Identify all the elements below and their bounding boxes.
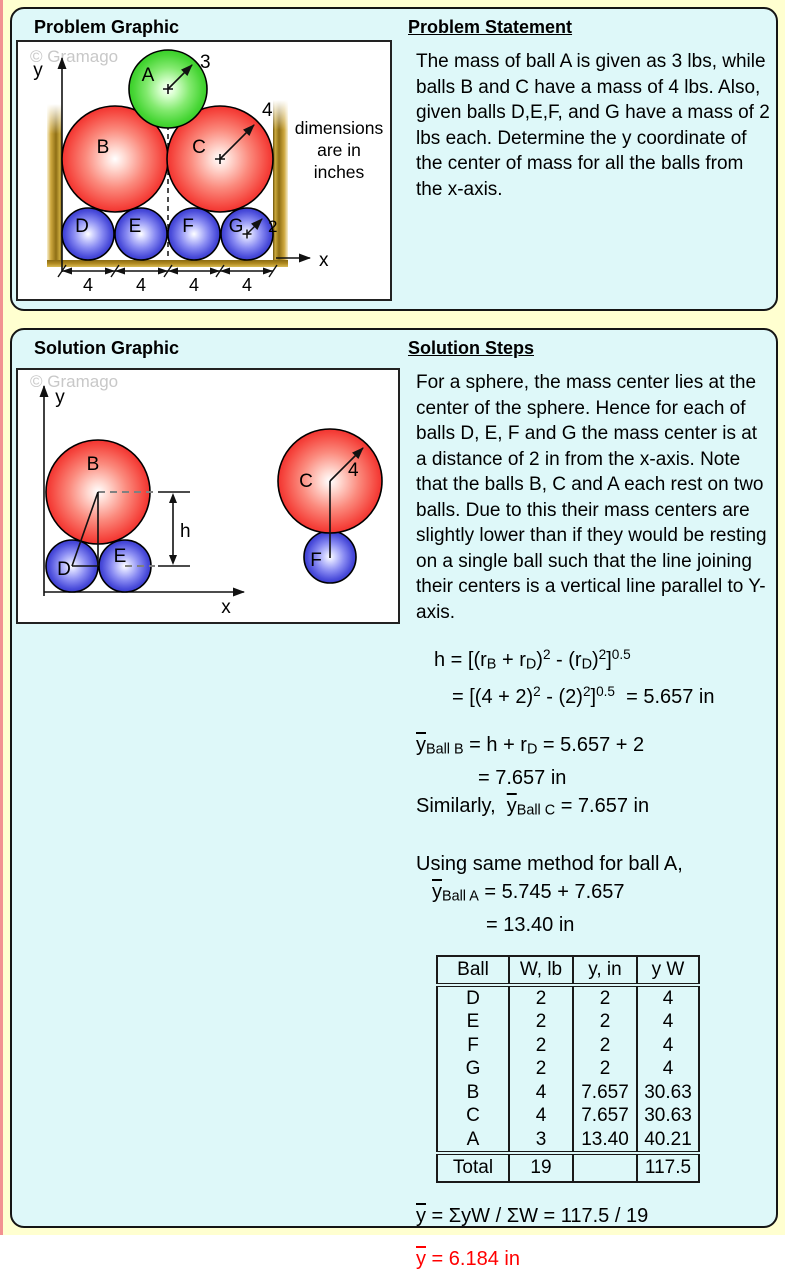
units-note-line1: dimensions <box>294 118 384 138</box>
table-header-cell: y W <box>637 956 699 985</box>
dim-label-4: 4 <box>241 275 253 295</box>
radius-label-c: 4 <box>262 100 273 121</box>
eq-ybar-ball-b <box>416 731 770 824</box>
solution-panel <box>10 328 778 1271</box>
table-cell: 30.63 <box>637 1104 699 1128</box>
table-cell: 2 <box>509 985 573 1011</box>
h-label: h <box>180 521 191 542</box>
dim-label-2: 4 <box>135 275 147 295</box>
table-total-cell <box>573 1153 637 1182</box>
solution-graphic <box>16 368 400 624</box>
floor <box>47 260 288 267</box>
problem-statement-title: Problem Statement <box>408 17 573 37</box>
table-cell: 4 <box>637 1010 699 1034</box>
table-cell: 2 <box>573 1034 637 1058</box>
watermark: © Gramago <box>30 372 119 391</box>
table-total-cell: 19 <box>509 1153 573 1182</box>
table-cell: 40.21 <box>637 1128 699 1154</box>
ball-e-label: E <box>113 546 127 567</box>
eq-ybar-ball-a <box>416 850 770 939</box>
table-row <box>437 1104 699 1128</box>
eq-ybar-ball-b-line: = 7.657 in <box>478 766 567 789</box>
problem-panel <box>10 7 778 311</box>
right-wall-fade <box>273 100 288 130</box>
table-cell: 30.63 <box>637 1081 699 1105</box>
dim-label-1: 4 <box>82 275 94 295</box>
table-cell: C <box>437 1104 509 1128</box>
final-equation: $\overline{y} = \Sigma yW / \Sigma W = 117.5 / 19$ <box>416 1205 649 1228</box>
ball-d-label: D <box>57 559 71 580</box>
solution-steps-text: For a sphere, the mass center lies at the center of the sphere. Hence for each of balls D, E, F and G the mass center is at a distance of 2 in from the x-axis. Note that the balls B, C and A each rest on two balls. Due to this their mass centers are slightly lower than if they would be resting on a single ball such that the line joining their centers is a vertical line parallel to Y-axis. <box>416 372 767 623</box>
table-row <box>437 1010 699 1034</box>
ball-f-label: F <box>310 550 322 571</box>
eq-height-line: $h = [(rB + rD)^2 - (rD)^2]^{0.5}$ <box>434 647 631 673</box>
table-total-cell: 117.5 <box>637 1153 699 1182</box>
x-axis-label: x <box>221 597 231 618</box>
ball-e-label: E <box>128 216 142 237</box>
ball-f <box>168 208 220 260</box>
radius-label-c: 4 <box>348 460 359 481</box>
watermark: © Gramago <box>30 47 119 66</box>
problem-graphic <box>16 40 392 301</box>
y-axis-label: y <box>55 387 65 408</box>
table-header-cell: y, in <box>573 956 637 985</box>
table-cell: E <box>437 1010 509 1034</box>
table-row <box>437 1081 699 1105</box>
table-cell: 2 <box>573 985 637 1011</box>
table-row <box>437 1128 699 1154</box>
dim-label-3: 4 <box>188 275 200 295</box>
ball-b-label: B <box>96 137 110 158</box>
table-cell: 3 <box>509 1128 573 1154</box>
problem-diagram <box>18 42 390 299</box>
table-cell: A <box>437 1128 509 1154</box>
ball-c-label: C <box>192 137 206 158</box>
table-cell: 7.657 <box>573 1104 637 1128</box>
solution-graphic-title: Solution Graphic <box>34 338 180 358</box>
solution-steps-title: Solution Steps <box>408 338 534 358</box>
table-header-row <box>437 956 699 985</box>
ball-g-label: G <box>228 216 244 237</box>
ball-f-label: F <box>182 216 194 237</box>
ball-b-label: B <box>86 454 100 475</box>
ball-a-label: A <box>141 65 155 86</box>
eq-ybar-ball-b-line: $\overline{y}Ball$ B = h + rD = 5.657 + 2 <box>416 734 645 758</box>
table-cell: 2 <box>509 1010 573 1034</box>
left-wall-fade <box>47 104 62 134</box>
table-row <box>437 1057 699 1081</box>
table-cell: F <box>437 1034 509 1058</box>
table-cell: 13.40 <box>573 1128 637 1154</box>
table-header-cell: Ball <box>437 956 509 985</box>
solution-steps-column <box>408 338 770 1271</box>
table-cell: 4 <box>637 1057 699 1081</box>
table-cell: 4 <box>637 985 699 1011</box>
problem-graphic-title: Problem Graphic <box>34 17 180 37</box>
answer-equation: $\overline{y} = 6.184$ in <box>416 1248 520 1271</box>
radius-label-a: 3 <box>200 52 211 73</box>
units-note-line2: are in <box>317 140 361 160</box>
table-cell: 2 <box>509 1057 573 1081</box>
eq-ybar-ball-b-line: Similarly, $\overline{y}Ball$ C = 7.657 in <box>416 794 650 819</box>
ball-c-label: C <box>299 471 313 492</box>
eq-height-line: = $[(4 + 2)^2 - (2)^2]^{0.5} = 5.657$ in <box>452 684 715 709</box>
table-cell: 4 <box>509 1081 573 1105</box>
table-cell: 7.657 <box>573 1081 637 1105</box>
ball-d-label: D <box>75 216 89 237</box>
radius-label-g: 2 <box>268 217 278 236</box>
problem-statement-column <box>408 17 770 202</box>
eq-height <box>416 641 770 711</box>
table-cell: G <box>437 1057 509 1081</box>
problem-statement-text: The mass of ball A is given as 3 lbs, while balls B and C have a mass of 4 lbs. Also, given balls D,E,F, and G have a mass of 2 lbs each. Determine the y coordinate of the center of mass for all the balls from the x-axis. <box>416 51 770 200</box>
table-cell: B <box>437 1081 509 1105</box>
table-cell: 2 <box>509 1034 573 1058</box>
eq-ybar-ball-a-line: $\overline{y}Ball$ A = 5.745 + 7.657 <box>432 881 625 905</box>
table-cell: 2 <box>573 1010 637 1034</box>
table-cell: 4 <box>637 1034 699 1058</box>
eq-ybar-ball-a-line: Using same method for ball A, <box>416 853 683 876</box>
table-cell: 4 <box>509 1104 573 1128</box>
mass-table <box>436 955 700 1184</box>
table-row <box>437 985 699 1011</box>
table-header-cell: W, lb <box>509 956 573 985</box>
y-axis-label: y <box>33 60 43 81</box>
units-note-line3: inches <box>313 162 365 182</box>
table-cell: 2 <box>573 1057 637 1081</box>
equations-block <box>416 641 770 939</box>
table-total-row <box>437 1153 699 1182</box>
table-row <box>437 1034 699 1058</box>
table-cell: D <box>437 985 509 1011</box>
x-axis-label: x <box>319 250 329 271</box>
solution-diagram <box>18 370 398 622</box>
table-total-cell: Total <box>437 1153 509 1182</box>
eq-ybar-ball-a-line: = 13.40 in <box>486 913 575 936</box>
